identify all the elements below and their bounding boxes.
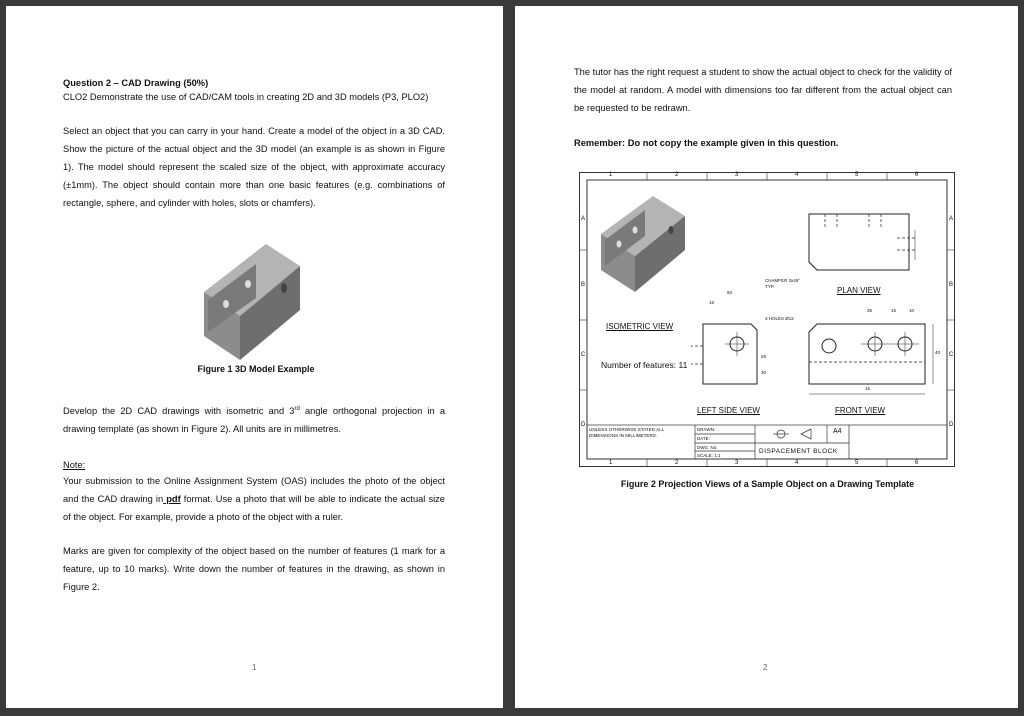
chamfer-note: CHAMFER 3x45° TYP. [765,278,801,289]
figure-1-caption: Figure 1 3D Model Example [197,364,315,374]
row-label-c-right: C [949,352,954,358]
dim-25: 25 [761,354,767,359]
title-block-sheet-size: A4 [833,428,842,435]
document-page-1 [6,6,503,708]
row-label-b-right: B [949,282,954,288]
note-label: Note: [63,460,86,470]
pdf-emphasis: pdf [163,494,181,504]
dim-40: 40 [935,350,941,355]
instruction-paragraph: Select an object that you can carry in your hand. Create a model of the object in a 3D CAD. Show the picture of the actual object and the 3D model (an example is as shown in Figure 1). The model should represent the scaled size of the object, with approximate accuracy (±1mm). The object should contain more than one basic features (e.g. combinations of rectangle, sphere, and cylinder with holes, slots or chamfers). [63,126,445,208]
dim-30: 30 [761,370,767,375]
dim-15-a: 15 [709,300,715,305]
row-label-a-right: A [949,216,954,222]
plan-view-label: PLAN VIEW [837,286,881,295]
front-view-label: FRONT VIEW [835,406,886,415]
title-block-title: DISPACEMENT BLOCK [759,448,838,455]
note-paragraph [63,472,445,526]
col-label-3: 3 [735,172,739,178]
question-heading: Question 2 – CAD Drawing (50%) [63,78,209,88]
col-label-4: 4 [795,172,799,178]
marks-paragraph: Marks are given for complexity of the object based on the number of features (1 mark for a feature, up to 10 marks). Write down the number of features in the drawing, as shown in Figure 2. [63,546,445,592]
col-label-1-bottom: 1 [609,460,613,466]
clo-statement: CLO2 Demonstrate the use of CAD/CAM tools in creating 2D and 3D models (P3, PLO2) [63,92,429,102]
develop-text-b: angle orthogonal projection in a drawing template (as shown in Figure 2). All units are in millimetres. [63,406,445,434]
document-page-2 [515,6,1018,708]
remember-note: Remember: Do not copy the example given in this question. [574,138,839,148]
row-label-c: C [581,352,586,358]
row-label-d-right: D [949,422,954,428]
col-label-2: 2 [675,172,679,178]
col-label-6: 6 [915,172,919,178]
develop-paragraph [63,402,445,438]
dim-15-b: 15 [891,308,897,313]
title-block-dwg-no: DWG. No: [697,445,718,450]
row-label-a: A [581,216,586,222]
dim-35: 35 [867,308,873,313]
left-side-view-label: LEFT SIDE VIEW [697,406,760,415]
title-block-drawn: DRAWN: [697,427,716,432]
row-label-d: D [581,422,586,428]
col-label-4-bottom: 4 [795,460,799,466]
col-label-5: 5 [855,172,859,178]
col-label-3-bottom: 3 [735,460,739,466]
title-block-date: DATE: [697,436,710,441]
figure-1-model-image [196,240,316,364]
tutor-paragraph: The tutor has the right request a student to show the actual object to check for the validity of the model at random. A model with dimensions too far different from the actual object can be requested to be redrawn. [574,67,952,113]
develop-text-a: Develop the 2D CAD drawings with isometric and 3 [63,406,295,416]
ordinal-superscript: rd [294,405,300,412]
col-label-2-bottom: 2 [675,460,679,466]
title-block-units-note: UNLESS OTHERWISE STATED ALL DIMENSIONS IN MILLIMETERS. [589,427,665,438]
row-label-b: B [581,282,586,288]
col-label-5-bottom: 5 [855,460,859,466]
title-block-scale: SCALE: 1:1 [697,453,721,458]
note-text-a: Your submission to the Online Assignment System (OAS) includes the photo of the object and the CAD drawing in [63,476,445,504]
dim-60: 60 [727,290,733,295]
dim-15-c: 15 [865,386,871,391]
figure-2-caption: Figure 2 Projection Views of a Sample Object on a Drawing Template [620,479,915,489]
note-text-b: format. Use a photo that will be able to indicate the actual size of the object. For example, provide a photo of the object with a ruler. [63,494,445,522]
page-number-1: 1 [252,663,257,672]
features-count: Number of features: 11 [601,360,688,370]
isometric-view-label: ISOMETRIC VIEW [606,322,674,331]
holes-note: 3 HOLES Ø12 [765,316,794,321]
col-label-1: 1 [609,172,613,178]
col-label-6-bottom: 6 [915,460,919,466]
figure-2-drawing-template [579,172,955,467]
dim-10: 10 [909,308,915,313]
page-number-2: 2 [763,663,768,672]
